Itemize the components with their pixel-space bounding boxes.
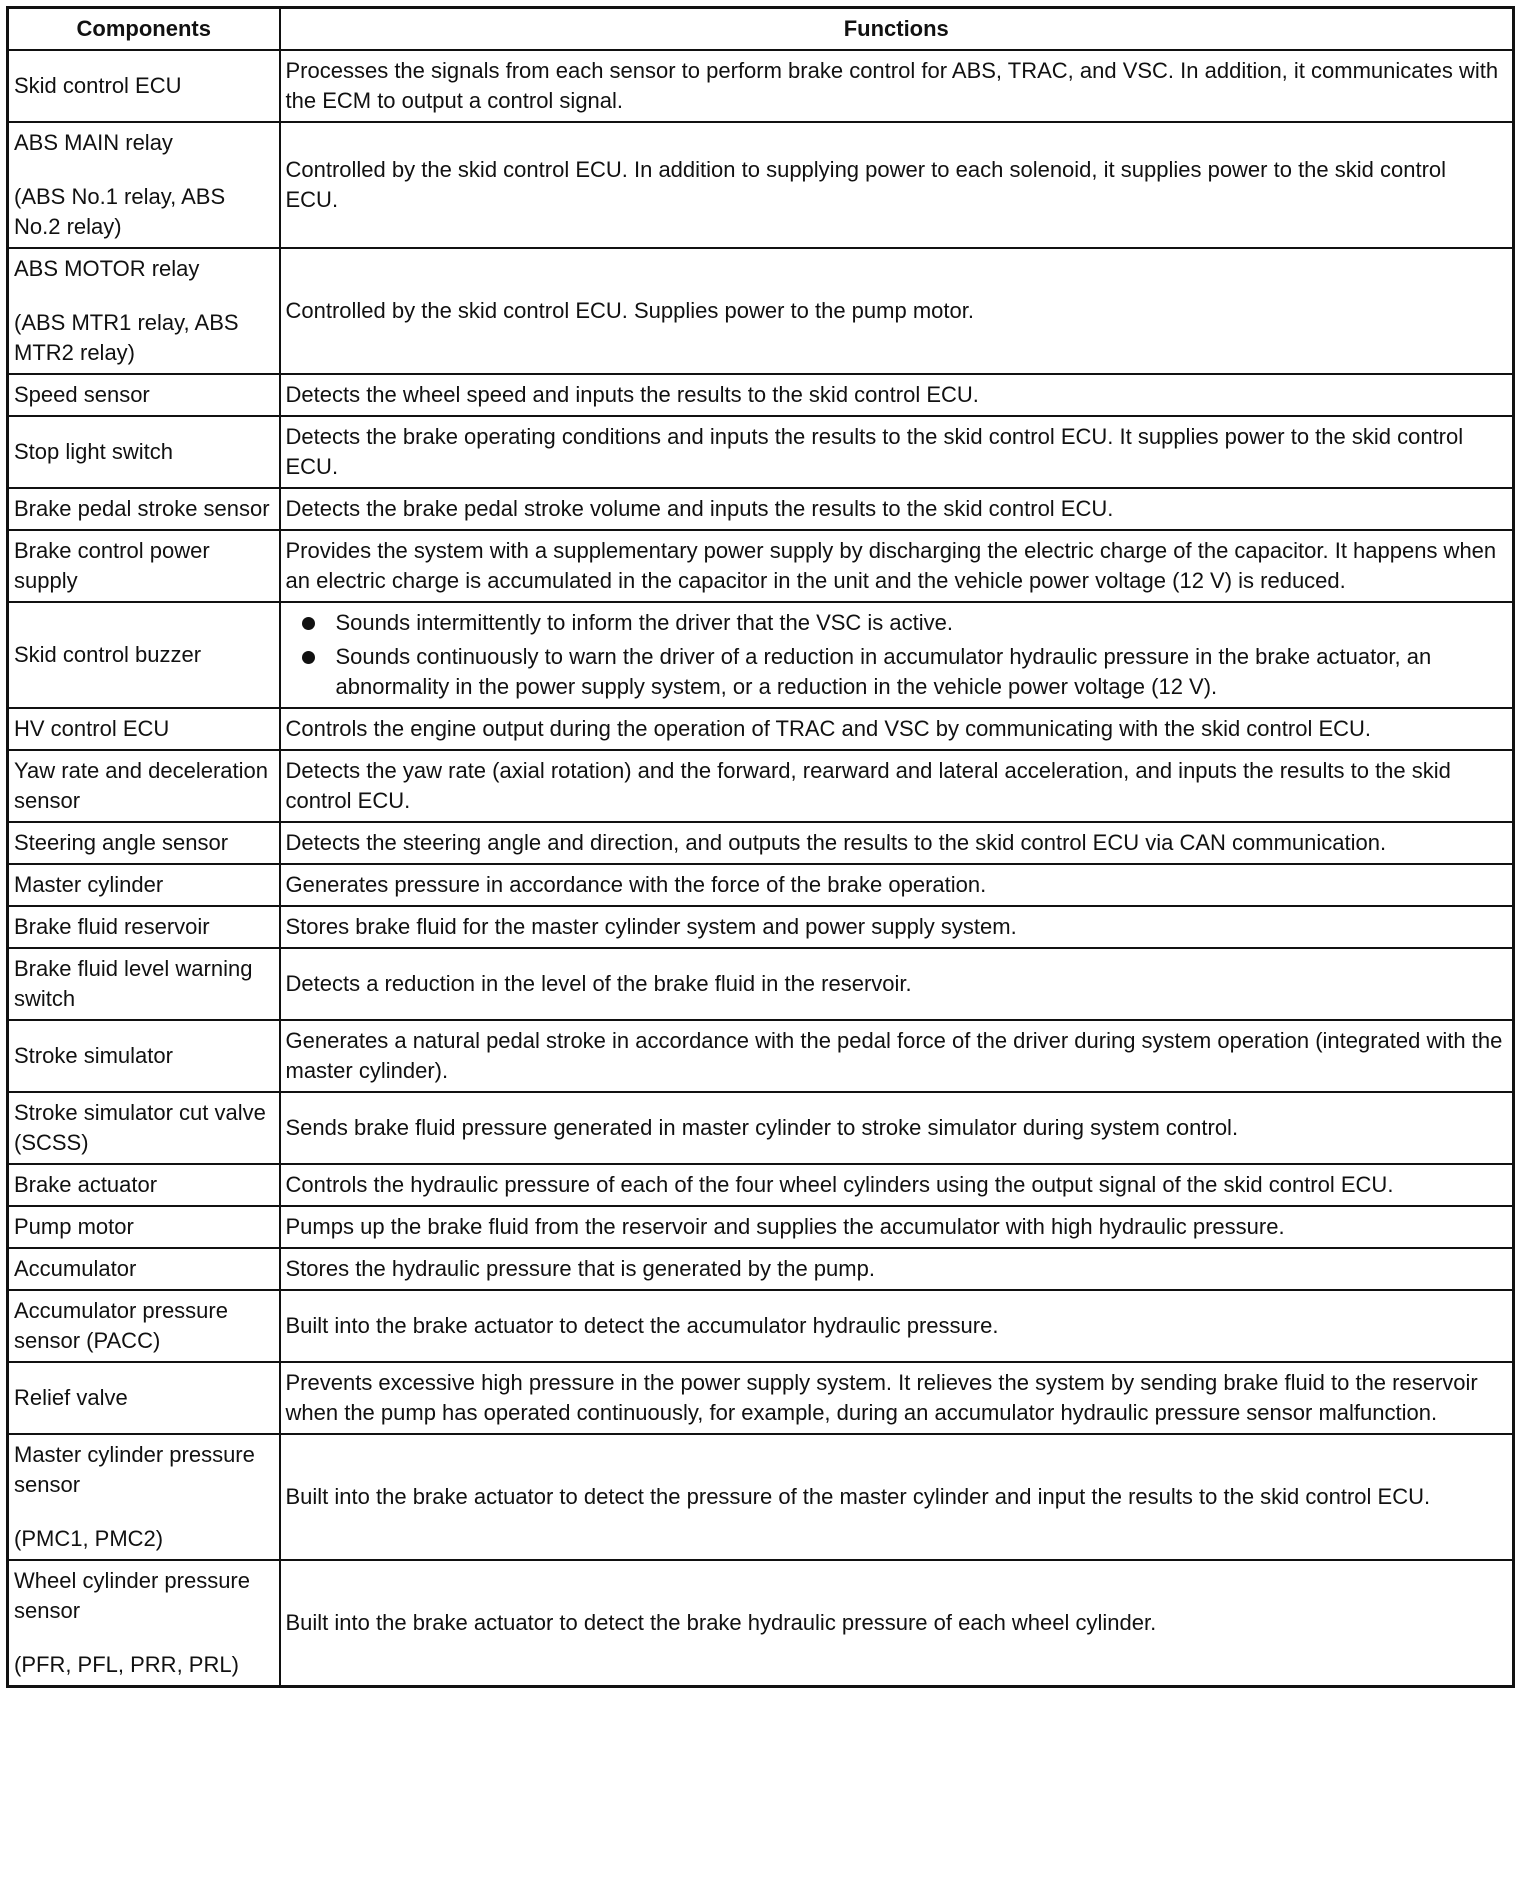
component-name: Relief valve <box>14 1384 128 1410</box>
table-row <box>8 122 1514 248</box>
table-row <box>8 864 1514 906</box>
component-cell <box>8 864 280 906</box>
component-name: Accumulator pressure sensor (PACC) <box>14 1297 228 1353</box>
component-name: Pump motor <box>14 1213 134 1239</box>
table-row <box>8 374 1514 416</box>
function-cell <box>280 822 1514 864</box>
component-name: ABS MAIN relay <box>14 129 173 155</box>
table-row <box>8 948 1514 1020</box>
function-cell <box>280 248 1514 374</box>
function-cell <box>280 1206 1514 1248</box>
function-text: Detects a reduction in the level of the brake fluid in the reservoir. <box>285 970 912 996</box>
component-name: Speed sensor <box>14 381 150 407</box>
component-name: Brake actuator <box>14 1171 158 1197</box>
function-text: Provides the system with a supplementary power supply by discharging the electric charge of the capacitor. It happens when an electric charge is accumulated in the capacitor in the unit and the vehicle power voltage (12 V) is reduced. <box>285 537 1497 593</box>
component-name: Stroke simulator <box>14 1042 173 1068</box>
table-row <box>8 602 1514 708</box>
table-body <box>8 50 1514 1687</box>
function-bullet-item <box>286 642 1505 702</box>
function-cell <box>280 1092 1514 1164</box>
function-text: Processes the signals from each sensor to perform brake control for ABS, TRAC, and VSC. In addition, it communicates with the ECM to output a control signal. <box>285 57 1499 113</box>
function-text: Stores brake fluid for the master cylinder system and power supply system. <box>285 913 1017 939</box>
function-text: Controlled by the skid control ECU. In addition to supplying power to each solenoid, it supplies power to the skid control ECU. <box>285 156 1447 212</box>
function-text: Sounds intermittently to inform the driver that the VSC is active. <box>335 609 953 635</box>
component-detail: (PFR, PFL, PRR, PRL) <box>14 1651 239 1677</box>
table-row <box>8 1164 1514 1206</box>
bullet-icon <box>302 651 315 664</box>
components-column-header: Components <box>8 8 280 50</box>
component-detail: (ABS MTR1 relay, ABS MTR2 relay) <box>14 309 239 365</box>
table-row <box>8 1560 1514 1687</box>
component-name: Skid control ECU <box>14 72 182 98</box>
component-name: Yaw rate and deceleration sensor <box>14 757 268 813</box>
table-row <box>8 708 1514 750</box>
component-cell <box>8 602 280 708</box>
table-row <box>8 1362 1514 1434</box>
component-name: Brake fluid reservoir <box>14 913 210 939</box>
component-name: Stop light switch <box>14 438 173 464</box>
component-cell <box>8 708 280 750</box>
component-cell <box>8 1434 280 1560</box>
table-header-row <box>8 8 1514 50</box>
component-cell <box>8 416 280 488</box>
component-name: Skid control buzzer <box>14 641 202 667</box>
component-name: Stroke simulator cut valve (SCSS) <box>14 1099 266 1155</box>
function-text: Sends brake fluid pressure generated in master cylinder to stroke simulator during system control. <box>285 1114 1239 1140</box>
functions-column-header: Functions <box>280 8 1514 50</box>
function-cell <box>280 122 1514 248</box>
function-cell <box>280 948 1514 1020</box>
function-text: Controls the hydraulic pressure of each of the four wheel cylinders using the output signal of the skid control ECU. <box>285 1171 1394 1197</box>
component-name: ABS MOTOR relay <box>14 255 200 281</box>
function-cell <box>280 1434 1514 1560</box>
component-detail: (PMC1, PMC2) <box>14 1525 164 1551</box>
table-row <box>8 530 1514 602</box>
table-row <box>8 248 1514 374</box>
component-cell <box>8 122 280 248</box>
function-text: Stores the hydraulic pressure that is generated by the pump. <box>285 1255 875 1281</box>
function-text: Detects the yaw rate (axial rotation) and the forward, rearward and lateral acceleration, and inputs the results to the skid control ECU. <box>285 757 1451 813</box>
component-name: Accumulator <box>14 1255 137 1281</box>
component-cell <box>8 948 280 1020</box>
component-name: HV control ECU <box>14 715 170 741</box>
component-name: Master cylinder <box>14 871 164 897</box>
table-row <box>8 906 1514 948</box>
component-cell <box>8 1560 280 1687</box>
component-cell <box>8 374 280 416</box>
component-cell <box>8 1020 280 1092</box>
function-text: Generates pressure in accordance with the force of the brake operation. <box>285 871 987 897</box>
table-row <box>8 822 1514 864</box>
function-text: Controls the engine output during the operation of TRAC and VSC by communicating with the skid control ECU. <box>285 715 1372 741</box>
function-cell <box>280 530 1514 602</box>
function-bullet-item <box>286 608 1505 638</box>
component-cell <box>8 1362 280 1434</box>
component-cell <box>8 248 280 374</box>
table-row <box>8 416 1514 488</box>
function-text: Detects the brake operating conditions and inputs the results to the skid control ECU. It supplies power to the skid control ECU. <box>285 423 1464 479</box>
components-functions-table <box>6 6 1515 1688</box>
function-cell <box>280 1290 1514 1362</box>
function-text: Pumps up the brake fluid from the reservoir and supplies the accumulator with high hydraulic pressure. <box>285 1213 1285 1239</box>
component-cell <box>8 488 280 530</box>
component-cell <box>8 1164 280 1206</box>
component-name: Brake control power supply <box>14 537 210 593</box>
table-row <box>8 1020 1514 1092</box>
function-cell <box>280 1362 1514 1434</box>
function-cell <box>280 864 1514 906</box>
table-row <box>8 488 1514 530</box>
document-page <box>6 6 1512 1688</box>
component-cell <box>8 530 280 602</box>
table-row <box>8 50 1514 122</box>
function-cell <box>280 1248 1514 1290</box>
function-cell <box>280 416 1514 488</box>
function-text: Prevents excessive high pressure in the power supply system. It relieves the system by sending brake fluid to the reservoir when the pump has operated continuously, for example, during an accumulator hydraulic pressure sensor malfunction. <box>285 1369 1478 1425</box>
function-cell <box>280 750 1514 822</box>
component-name: Steering angle sensor <box>14 829 229 855</box>
component-cell <box>8 750 280 822</box>
function-cell <box>280 708 1514 750</box>
bullet-icon <box>302 617 315 630</box>
table-row <box>8 750 1514 822</box>
component-cell <box>8 1092 280 1164</box>
component-name: Master cylinder pressure sensor <box>14 1441 255 1497</box>
function-cell <box>280 602 1514 708</box>
function-text: Generates a natural pedal stroke in accordance with the pedal force of the driver during system operation (integrated with the master cylinder). <box>285 1027 1503 1083</box>
function-text: Built into the brake actuator to detect the accumulator hydraulic pressure. <box>285 1312 999 1338</box>
function-text: Built into the brake actuator to detect the brake hydraulic pressure of each wheel cylinder. <box>285 1609 1157 1635</box>
component-cell <box>8 822 280 864</box>
component-cell <box>8 50 280 122</box>
function-cell <box>280 374 1514 416</box>
table-row <box>8 1092 1514 1164</box>
function-cell <box>280 50 1514 122</box>
table-row <box>8 1248 1514 1290</box>
function-text: Controlled by the skid control ECU. Supplies power to the pump motor. <box>285 297 974 323</box>
table-row <box>8 1434 1514 1560</box>
function-cell <box>280 1020 1514 1092</box>
component-cell <box>8 1290 280 1362</box>
component-name: Brake fluid level warning switch <box>14 955 253 1011</box>
component-cell <box>8 1206 280 1248</box>
function-text: Detects the brake pedal stroke volume and inputs the results to the skid control ECU. <box>285 495 1114 521</box>
component-detail: (ABS No.1 relay, ABS No.2 relay) <box>14 183 226 239</box>
table-row <box>8 1206 1514 1248</box>
component-cell <box>8 906 280 948</box>
function-text: Detects the wheel speed and inputs the results to the skid control ECU. <box>285 381 979 407</box>
function-text: Detects the steering angle and direction, and outputs the results to the skid control ECU via CAN communication. <box>285 829 1387 855</box>
function-bullet-list <box>286 608 1505 702</box>
component-name: Brake pedal stroke sensor <box>14 495 270 521</box>
function-text: Sounds continuously to warn the driver of a reduction in accumulator hydraulic pressure in the brake actuator, an abnormality in the power supply system, or a reduction in the vehicle power voltage (12 V). <box>335 643 1432 699</box>
function-cell <box>280 488 1514 530</box>
function-cell <box>280 906 1514 948</box>
function-cell <box>280 1164 1514 1206</box>
function-cell <box>280 1560 1514 1687</box>
component-cell <box>8 1248 280 1290</box>
component-name: Wheel cylinder pressure sensor <box>14 1567 250 1623</box>
function-text: Built into the brake actuator to detect the pressure of the master cylinder and input the results to the skid control ECU. <box>285 1483 1431 1509</box>
table-row <box>8 1290 1514 1362</box>
